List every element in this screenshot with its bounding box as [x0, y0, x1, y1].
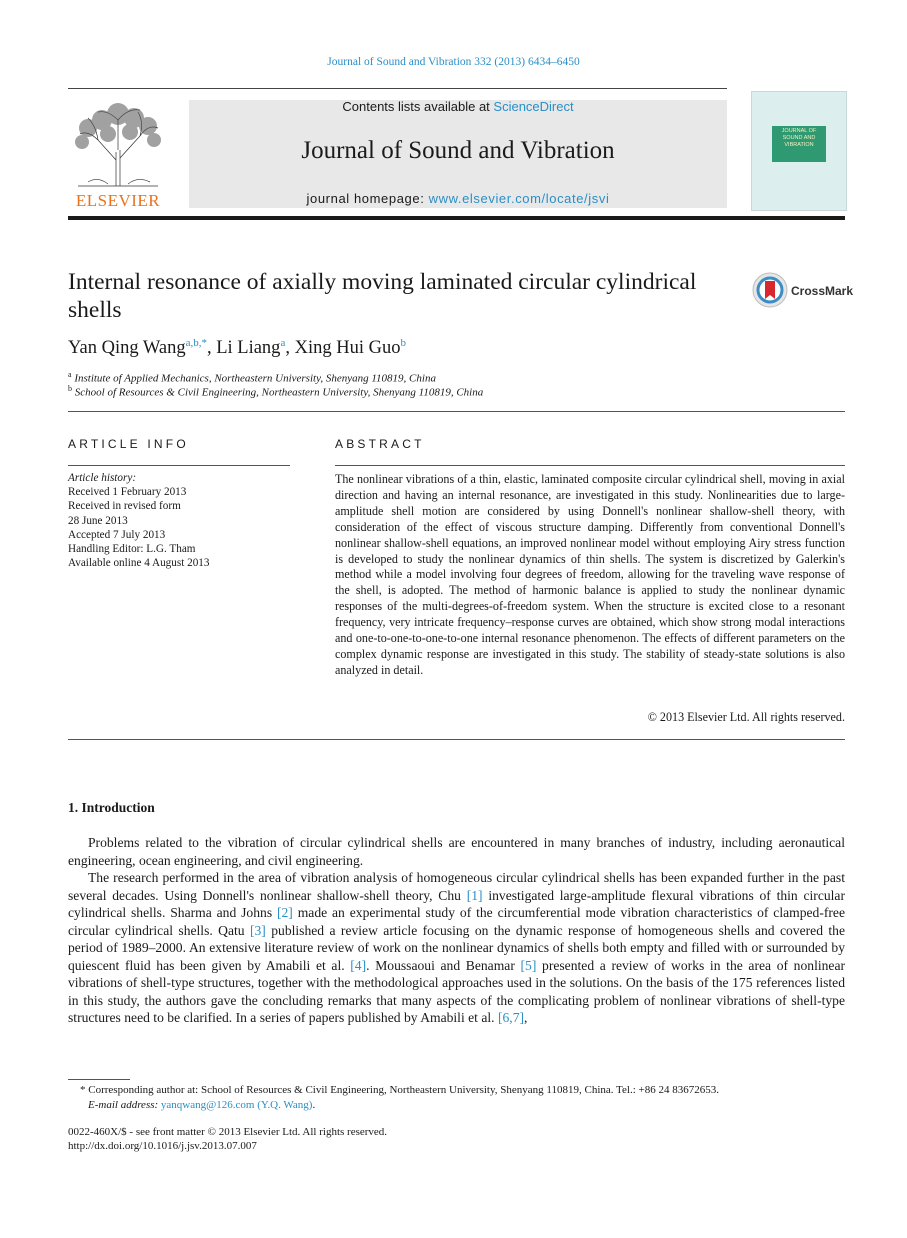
homepage-prefix: journal homepage: [306, 191, 429, 206]
affiliation-rule [68, 411, 845, 412]
affiliation-a [68, 370, 436, 385]
email-link[interactable]: yanqwang@126.com (Y.Q. Wang) [160, 1099, 313, 1111]
cover-text-3: VIBRATION [784, 142, 814, 148]
author-sep-1: , [206, 338, 217, 359]
citation-1[interactable]: [1] [466, 887, 483, 903]
email-label: E-mail address: [88, 1099, 161, 1111]
crossmark-icon[interactable] [752, 272, 788, 308]
cover-title [772, 128, 826, 149]
affiliation-a-text: Institute of Applied Mechanics, Northeastern University, Shenyang 110819, China [74, 372, 436, 385]
corresponding-author-note: * Corresponding author at: School of Resources & Civil Engineering, Northeastern University, Shenyang 110819, China. Tel.: +86 24 83672653. [80, 1084, 719, 1096]
article-info-rule [68, 465, 290, 466]
header-rule [68, 88, 727, 89]
history-line: Available online 4 August 2013 [68, 557, 210, 570]
author-list [68, 337, 406, 359]
author-2: Li Liang [216, 338, 281, 359]
cover-text-1: JOURNAL OF [781, 128, 817, 134]
intro-paragraph-1: Problems related to the vibration of circular cylindrical shells are encountered in many branches of industry, including aeronautical engineering, ocean engineering, and civil engineering. [68, 835, 845, 868]
author-sep-2: , [285, 338, 295, 359]
text-run: published a review article focusing on the dynamic response of homogeneous shells and covered the period of 1989–2000. An extensive literature review of work on the nonlinear dynamics of shells both empty and filled with or surrounded by quiescent fluid has been given by Amabili et al. [68, 922, 845, 973]
author-1-affil[interactable]: a,b,* [185, 337, 207, 349]
email-note [88, 1099, 315, 1111]
author-3: Xing Hui Guo [294, 338, 401, 359]
author-3-affil[interactable]: b [400, 337, 406, 349]
affiliation-a-sup: a [68, 370, 72, 379]
history-line: 28 June 2013 [68, 514, 128, 527]
citation-5[interactable]: [5] [520, 957, 537, 973]
affiliation-b-text: School of Resources & Civil Engineering, Northeastern University, Shenyang 110819, China [74, 386, 484, 399]
abstract-end-rule [68, 739, 845, 740]
citation-3[interactable]: [3] [249, 922, 266, 938]
homepage-link[interactable]: www.elsevier.com/locate/jsvi [428, 191, 610, 206]
history-line: Received in revised form [68, 500, 181, 513]
cover-text-2: SOUND AND [782, 135, 816, 141]
issn-line: 0022-460X/$ - see front matter © 2013 Elsevier Ltd. All rights reserved. [68, 1126, 388, 1138]
text-run: investigated large-amplitude flexural vibrations of thin circular cylindrical shells. Sharma and Johns [68, 887, 845, 920]
affiliation-b [68, 384, 483, 399]
abstract-text: The nonlinear vibrations of a thin, elastic, laminated composite circular cylindrical shell, moving in axial direction and having an internal resonance, are investigated in this study. Nonlinearities due to large-amplitude shell motion are considered by using Donnell's nonlinear shallow-shell theory, with consideration of the effect of viscous structure damping. Differently from conventional Donnell's nonlinear shallow-shell equations, an improved nonlinear model without employing Airy stress function is developed to study the nonlinear dynamics of thin shells. The system is discretized by Galerkin's method while a model involving four degrees of freedom, allowing for the traveling wave response of the shell, is adopted. The method of harmonic balance is applied to study the nonlinear dynamic responses of the multi-degrees-of-freedom system. When the structure is excited close to a resonant frequency, very intricate frequency–response curves are obtained, which show strong modal interactions and one-to-one-to-one-to-one internal resonance phenomenon. The effects of different parameters on the complex dynamic response are investigated in this study. The stability of steady-state solutions is also analyzed in detail. [335, 472, 845, 677]
abstract-rule [335, 465, 845, 466]
citation-6-7[interactable]: [6,7] [497, 1010, 525, 1025]
introduction-body [68, 834, 845, 1027]
abstract-copyright: © 2013 Elsevier Ltd. All rights reserved. [647, 710, 845, 724]
text-run: presented a review of works in the area of nonlinear vibrations of shell-type structures, together with the methodological approaches used in the solutions. On the basis of the 175 references listed in this study, the authors gave the concluding remarks that many aspects of the complicating problem of nonlinear vibrations of shell-type structures need to be clarified. In a series of papers published by Amabili et al. [68, 957, 846, 1025]
intro-paragraph-2 [68, 869, 845, 1027]
homepage-line [189, 191, 727, 206]
journal-title: Journal of Sound and Vibration [301, 137, 615, 164]
history-label: Article history: [68, 472, 137, 484]
journal-cover [751, 91, 847, 211]
text-run: , [524, 1010, 528, 1025]
article-history [68, 471, 209, 570]
abstract-heading: ABSTRACT [335, 437, 425, 451]
citation-2[interactable]: [2] [276, 905, 293, 920]
author-2-affil[interactable]: a [280, 337, 286, 349]
contents-line [189, 99, 727, 114]
history-line: Accepted 7 July 2013 [68, 528, 166, 541]
sciencedirect-link[interactable]: ScienceDirect [493, 99, 574, 114]
journal-reference[interactable]: Journal of Sound and Vibration 332 (2013) 6434–6450 [327, 56, 580, 68]
text-run: made an experimental study of the circumferential mode vibration characteristics of clamped-free circular cylindrical shells. Qatu [68, 905, 845, 938]
author-1: Yan Qing Wang [68, 338, 186, 359]
citation-4[interactable]: [4] [350, 957, 367, 973]
header-thick-rule [68, 216, 845, 220]
history-line: Handling Editor: L.G. Tham [68, 543, 196, 556]
email-end: . [312, 1099, 316, 1111]
paper-title: Internal resonance of axially moving laminated circular cylindrical shells [68, 269, 697, 323]
footnote-rule [68, 1079, 130, 1080]
elsevier-wordmark: ELSEVIER [75, 191, 161, 210]
history-line: Received 1 February 2013 [68, 486, 187, 499]
introduction-heading: 1. Introduction [68, 800, 155, 815]
crossmark-label[interactable]: CrossMark [791, 284, 854, 298]
affiliation-b-sup: b [68, 384, 72, 393]
doi-line[interactable]: http://dx.doi.org/10.1016/j.jsv.2013.07.007 [68, 1140, 257, 1152]
text-run: . Moussaoui and Benamar [366, 957, 521, 973]
contents-prefix: Contents lists available at [342, 99, 494, 114]
article-info-heading: ARTICLE INFO [68, 437, 189, 451]
text-run: The research performed in the area of vibration analysis of homogeneous circular cylindrical shells has been expanded further in the past several decades. Using Donnell's nonlinear shallow-shell theory, Chu [68, 870, 845, 903]
